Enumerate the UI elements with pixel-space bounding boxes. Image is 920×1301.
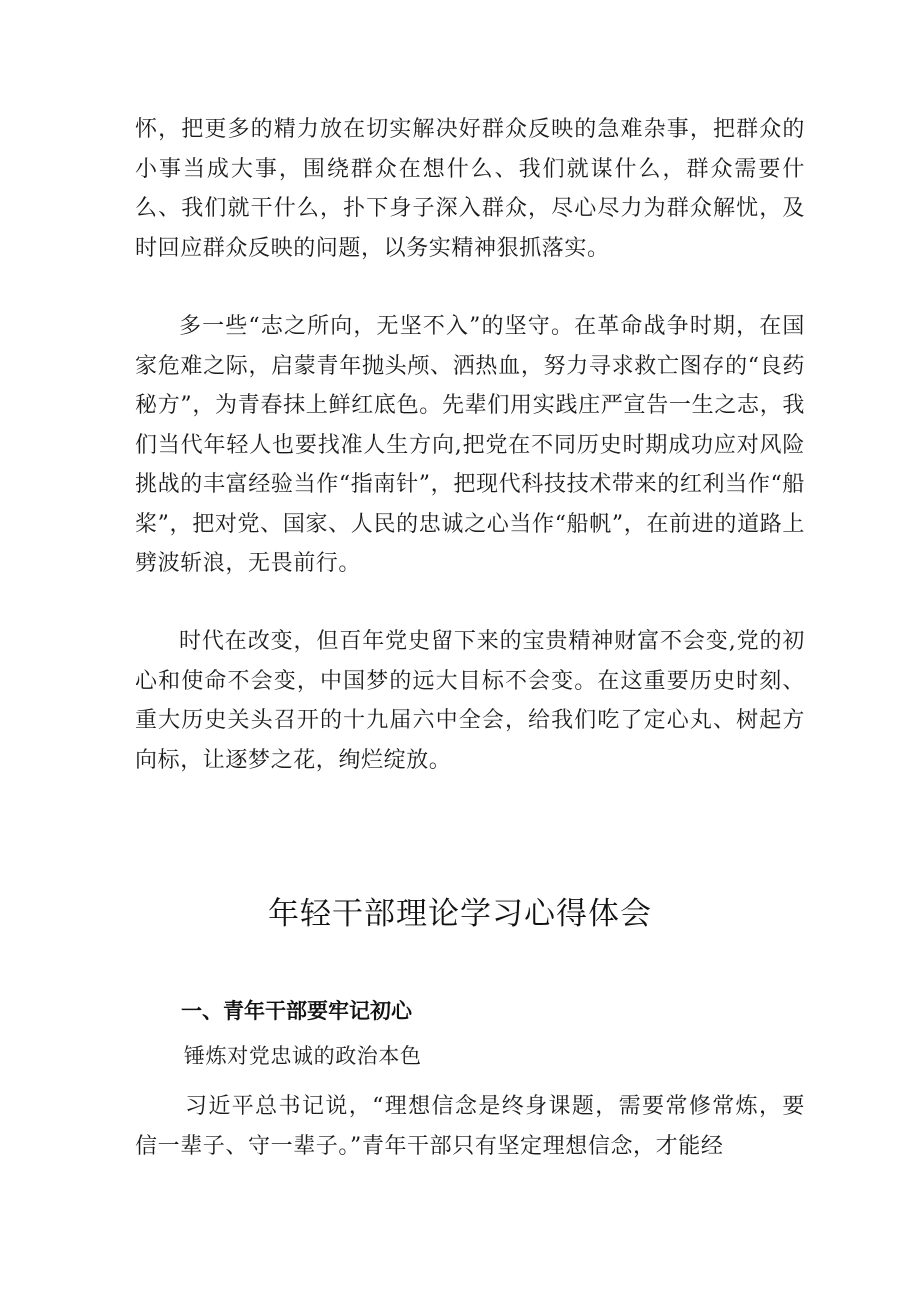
section-subheading: 锤炼对党忠诚的政治本色 [184, 1044, 422, 1068]
paragraph-steadfastness: 多一些“志之所向，无坚不入”的坚守。在革命战争时期，在国家危难之际，启蒙青年抛头颅、洒热血，努力寻求救亡图存的“良药秘方”，为青春抹上鲜红底色。先辈们用实践庄严宣告一生之志，我们当代年轻人也要找准人生方向,把党在不同历史时期成功应对风险挑战的丰富经验当作“指南针”，把现代科技技术带来的红利当作“船桨”，把对党、国家、人民的忠诚之心当作“船帆”，在前进的道路上劈波斩浪，无畏前行。 [135, 314, 805, 576]
document-title: 年轻干部理论学习心得体会 [268, 896, 652, 932]
section-heading: 一、青年干部要牢记初心 [181, 999, 412, 1023]
paragraph-continued: 怀，把更多的精力放在切实解决好群众反映的急难杂事，把群众的小事当成大事，围绕群众在想什么、我们就谋什么，群众需要什么、我们就干什么，扑下身子深入群众，尽心尽力为群众解忧，及时回应群众反映的问题，以务实精神狠抓落实。 [135, 117, 805, 261]
paragraph-ideals-beliefs: 习近平总书记说，“理想信念是终身课题，需要常修常炼，要信一辈子、守一辈子。”青年干部只有坚定理想信念，才能经 [135, 1094, 805, 1159]
paragraph-times-changing: 时代在改变，但百年党史留下来的宝贵精神财富不会变,党的初心和使命不会变，中国梦的远大目标不会变。在这重要历史时刻、重大历史关头召开的十九届六中全会，给我们吃了定心丸、树起方向标，让逐梦之花，绚烂绽放。 [135, 629, 805, 773]
